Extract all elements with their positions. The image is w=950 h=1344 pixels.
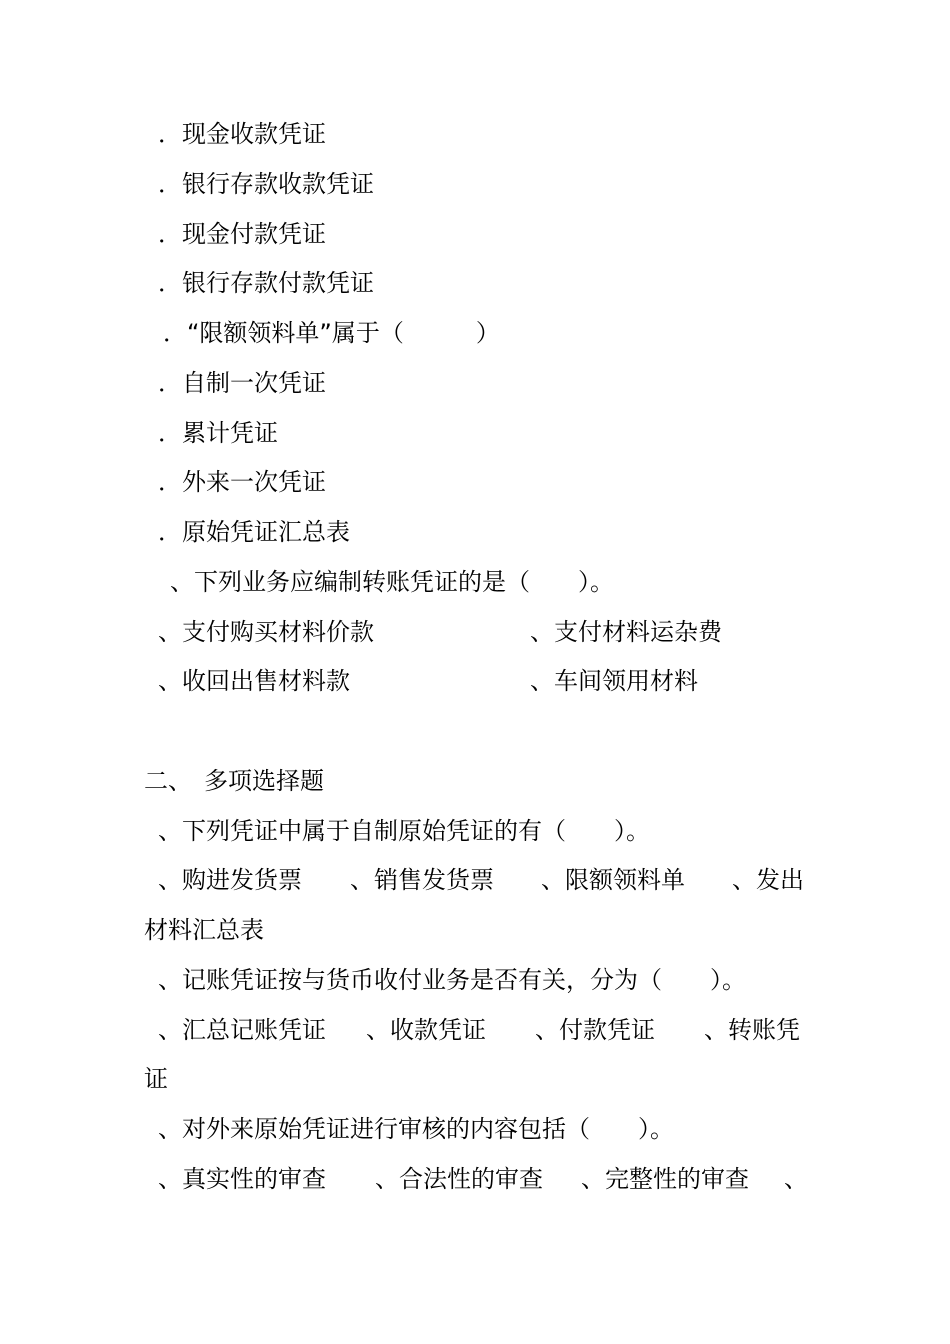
option-line: 、支付购买材料价款 <box>158 618 374 646</box>
option-line: 、收回出售材料款 <box>158 667 350 695</box>
option-line: ．外来一次凭证 <box>158 468 326 496</box>
question-line: 、记账凭证按与货币收付业务是否有关，分为（ ）。 <box>158 966 746 994</box>
option-line: ．累计凭证 <box>158 419 278 447</box>
section-heading: 二、 多项选择题 <box>144 767 324 795</box>
option-line: 、发出 <box>732 866 804 894</box>
option-line: 、汇总记账凭证 <box>158 1016 326 1044</box>
option-line: ．自制一次凭证 <box>158 369 326 397</box>
option-line: 、购进发货票 <box>158 866 302 894</box>
question-line: 、下列业务应编制转账凭证的是（ ）。 <box>170 568 614 596</box>
option-line: 、收款凭证 <box>366 1016 486 1044</box>
option-line: 、完整性的审查 <box>581 1165 749 1193</box>
option-line: 、销售发货票 <box>350 866 494 894</box>
option-line: ．银行存款付款凭证 <box>158 269 374 297</box>
option-line: ．现金收款凭证 <box>158 120 326 148</box>
question-line: 、对外来原始凭证进行审核的内容包括（ ）。 <box>158 1115 674 1143</box>
option-line: ．银行存款收款凭证 <box>158 170 374 198</box>
option-line: 、车间领用材料 <box>530 667 698 695</box>
option-line: 、合法性的审查 <box>375 1165 543 1193</box>
option-line: 证 <box>144 1065 168 1093</box>
option-line: 、付款凭证 <box>535 1016 655 1044</box>
option-line: 材料汇总表 <box>144 916 264 944</box>
option-line: 、 <box>784 1165 808 1193</box>
option-line: ．原始凭证汇总表 <box>158 518 350 546</box>
option-line: 、真实性的审查 <box>158 1165 326 1193</box>
option-line: 、转账凭 <box>704 1016 800 1044</box>
question-line: 、下列凭证中属于自制原始凭证的有（ ）。 <box>158 817 650 845</box>
option-line: 、支付材料运杂费 <box>530 618 722 646</box>
option-line: ．现金付款凭证 <box>158 220 326 248</box>
question-line: ．“限额领料单”属于（ ） <box>163 319 500 347</box>
option-line: 、限额领料单 <box>541 866 685 894</box>
